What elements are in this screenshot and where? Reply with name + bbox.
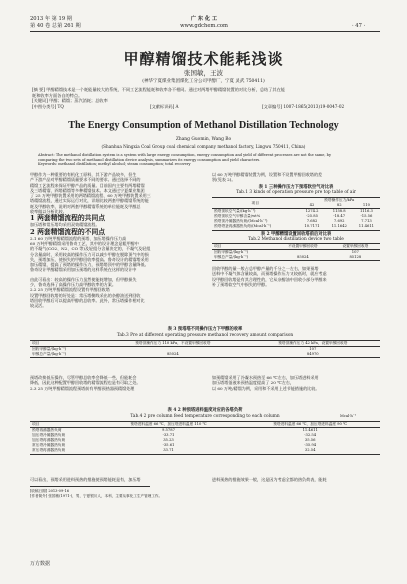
table-2: 项目 不设置甲醇回收塔 设置甲醇回收塔 回收甲醇量/(kg·h⁻¹) 107 甲醇总产量/(kg·h⁻¹) 85024 85128	[212, 243, 380, 261]
right-column-text: 回收甲醇的量一般占总甲醇产量的千分之一左右，如果预塔 送料中不凝气体含量较高，而预塔操作压力又较低时，就应考虑 设甲醇回收塔是有其合理性的，它从杂醇油中回收小部分甲醇来 补了预塔软空气中损失的甲醇。	[212, 266, 327, 287]
left-column: 甲醇作为一种重要的有机化工原料，其下游产品较多，但生 产下游产品对甲醇精馏质量要求不同的要求。通过选择不同的 精馏工艺流程来保证甲醇产品的质量。目前国内主要有两塔精馏 及三塔精馏、四塔精馏等多种精馏技术。本文通过宁夏煤业集团 了 25 万吨甲醇装置采用的两塔精馏流程、60 万吨甲醇装置采用三 塔精馏流程，通过实际运行对比，详细比较两套甲醇精馏系统的能 耗及甲醇收率，说明对两套甲醇精馏系统的单位能耗及甲醇总 收率做以分析比较。 1 两套精馏流程的共同点 加压塔和常压塔均采用双效精馏流程。 2 两套精馏流程的不同点 2.1 60 万吨甲醇精馏流程的预塔、加压塔操作压力高 60 万吨甲醇精馏采用鲁奇工艺，其中的设计理念是粗甲醇中 的不凝气(CO2、N2、CO 等)及轻组分含量决定的，不凝气及轻组 分含量高时，采用较高的操作压力可以减少甲醇在脱除顶气中的损 失，预塔加压，使损失的甲醇回收率提高。鲁奇设计的精馏塔采用 加压精馏，提高了预塔的操作压力，预塔塔顶中的甲醇含量降低。 鲁奇设计甲醇精馏采用加压预塔的这样系统在这样的设计中 由此可看出：较高的操作压力虽然使能耗增加，但甲醇损失 少，鲁奇选择了高操作压力高甲醇收率的方案。 2.2 25 万吨甲醇精馏流程设置有甲醇回收塔 设置甲醇回收塔的好处是：常压塔侧线采出的杂醇油送到回收 塔回收甲醇后可以提高甲醇的总收率。此外，常压塔操作相对比 较灵活。	[30, 172, 200, 309]
table-3: 项目 预塔顶操作压力 110 kPa，不设置甲醇回收塔 预塔顶操作压力 42 kPa，设置甲醇回收塔 回收甲醇量/(kg·h⁻¹) 107 甲醇总产量/(kg·h⁻¹) 85024 84970	[30, 340, 380, 358]
table-row: 加压塔冷凝器热负荷 -33.71 -32.54	[32, 433, 317, 438]
bottom-right-text: 进料预热的措施效果一般，这是因为考虑全都的热负荷表，能耗	[212, 477, 327, 482]
after-table3-right: 如预精馏采用了冷凝水预热至 66 ℃左右，加压塔进料采用 加压塔塔釜液来预热温度提高了 20 ℃左右， 以 60 万吨/精馏为例，采用和不采用上述节能措施的比较。	[212, 375, 320, 391]
keywords-cn: [关键词] 甲醇；精馏；蒸汽消耗；总收率	[32, 98, 108, 104]
table-4: 项目 预塔进料温度 66 ℃，加压塔进料温度 110 ℃ 预塔进料温度 66 ℃，加压塔进料温度 90 ℃ 预塔再沸器热负荷 9.5787 11.4611 加压塔冷凝器热负荷 -33.71 -32.54 加压塔再沸器热负荷 35.23 35.56 常压塔冷凝器热负荷 -35.61 -35.94 常压塔再沸器热负荷 33.71 32.54	[30, 421, 380, 455]
table1-caption-en: Tab.1 3 kinds of operation pressure pre top table of air	[236, 190, 356, 195]
table-row: 加压塔再沸器热负荷 35.23 35.56	[32, 438, 316, 443]
table-row: 预塔塔釜再沸器热负荷/(Mcal·h⁻¹) 10.7171 11.1642 11.4611	[212, 224, 380, 230]
table-row: 常压塔再沸器热负荷 33.71 32.54	[30, 448, 380, 454]
table3-caption: 表 3 预塔塔不同操作压力下甲醇的收率	[167, 327, 243, 332]
clc-number: [中图分类号] TQ	[32, 104, 64, 109]
page-number: · 47 ·	[352, 23, 366, 29]
table2-caption: 表 2 甲醇精馏设置回收塔前后对比表	[260, 232, 332, 237]
bottom-left-text: 可以看出，预塔采用进料预热的措施使预塔能耗是有，加压塔	[30, 477, 141, 482]
table-row: 预塔顶冷凝器热负荷/(Mcal·h⁻¹) 7.682 7.692 7.713	[214, 219, 372, 224]
journal-name: 广 东 化 工	[190, 16, 218, 22]
title-cn: 甲醇精馏技术能耗浅谈	[123, 50, 284, 68]
table-row: 甲醇总产量/(kg·h⁻¹) 85024 84970	[30, 352, 380, 358]
after-table3-left: 预塔改换低压操作，尽管甲醇总收率会降低一些，但能耗会 降低，因此这种配置甲醇回收塔的精馏流程也是有可取之处。 2.3 25 万吨甲醇精馏流程预塔前有甲醇预热器预精馏处理	[30, 375, 141, 391]
table4-unit: Mcal·h⁻¹	[340, 414, 357, 418]
authors-en: Zhang Guomin, Wang Bo	[175, 137, 232, 142]
abstract-cn: [摘 要] 甲醇精馏技术是一个耗能量较大的系统，不同工艺流程能耗和收率各不相同。通过对两塔甲醇精馏装置的对比分析，总结了其在能 耗和收率方面各自的特点。 [关键词] 甲醇；精馏；蒸汽消耗；总收率	[32, 87, 378, 104]
affiliation-cn: (神华宁夏煤业集团煤化工分公司甲醇厂，宁夏 灵武 750411)	[142, 79, 265, 84]
affiliation-en: (Shanhua Ningxia Coal Group coal chemical company methanol factory, Lingwu 750411, China)	[101, 144, 306, 149]
volume-label: 第 40 卷 总第 261 期	[30, 23, 81, 29]
footnote-rule	[30, 486, 150, 487]
table-row: 常压塔冷凝器热负荷 -35.61 -35.94	[32, 443, 317, 448]
table-row: 预塔再沸器热负荷 9.5787 11.4611	[32, 428, 318, 433]
authors-cn: 张国敏，王波	[184, 69, 223, 77]
footnote: [收稿日期] 2013-09-16 [作者简介] 张国敏(1971-)，男，宁夏银川人，本科，主要从事化工生产管理工作。	[30, 489, 163, 498]
section-heading-1: 1 两套精馏流程的共同点	[30, 214, 106, 223]
table-row: 预塔顶软空气量/(kg·h⁻¹) 1274.2 1158.8 1116.3	[214, 209, 373, 214]
table2-caption-en: Tab.2 Methanol distillation device two table	[248, 237, 344, 242]
section-heading-2: 2 两套精馏流程的不同点	[30, 227, 106, 236]
table-row: 预塔顶软空气甲醇含量/wt% -25.85 -18.47 -15.56	[214, 214, 373, 219]
watermark: 万方数据	[30, 561, 51, 567]
article-number: [文章编号] 1007-1865(2013)19-0047-02	[262, 104, 345, 109]
issue-label: 2013 年 第 19 期	[30, 16, 72, 22]
table-1: 项目 预塔操作压力/kPa 42 82 110 预塔顶软空气量/(kg·h⁻¹) 1274.2 1158.8 1116.3 预塔顶软空气甲醇含量/wt% -25.85 -18.47 -15.56 预塔顶冷凝器热负荷/(Mcal·h⁻¹) 7.682 7.692 7.713 预塔塔釜再沸器热负荷/(Mcal·h⁻¹) 10.7171 11.1642 11.4611	[212, 197, 380, 231]
table-row: 甲醇总产量/(kg·h⁻¹) 85024 85128	[212, 255, 380, 261]
table4-caption: 表 4 2 种预塔进料温度对应的各塔负荷	[167, 408, 243, 413]
table4-caption-en: Tab.4 2 pre column feed temperature corresponding to each column	[130, 414, 280, 419]
journal-url: www.gdchem.com	[180, 23, 228, 29]
table-row: 回收甲醇量/(kg·h⁻¹) 107	[32, 347, 317, 352]
right-column: 以 60 万吨甲醇精馏装置为例，设置和不设置甲醇回收塔的差 别(见表 2)。	[212, 172, 323, 183]
document-code: [文献标识码] A	[150, 104, 179, 109]
keywords-en: Keywords: methanol distillation; methyl alcohol; steam consumption; total recovery	[38, 162, 191, 167]
table1-caption: 表 1 三种操作压力下预塔软空气对比表	[258, 185, 334, 190]
table-row: 回收甲醇量/(kg·h⁻¹) 107	[214, 250, 359, 255]
title-en: The Energy Consumption of Methanol Distillation Technology	[68, 120, 339, 131]
table3-caption-en: Tab.3 Pre at different operating pressure methanol recovery amount comparison	[116, 333, 294, 338]
abstract-en: Abstract: The methanol distillation system is a system with large energy consumption, energy consumption and yield of different processes are not the same, by comparing the two sets of methanol distillation device analysis, summarizes its energy consumption and yield characters. Keywords: methanol distillation; methyl alcohol; steam consumption; total recovery	[38, 153, 374, 167]
header-rule	[30, 31, 380, 32]
